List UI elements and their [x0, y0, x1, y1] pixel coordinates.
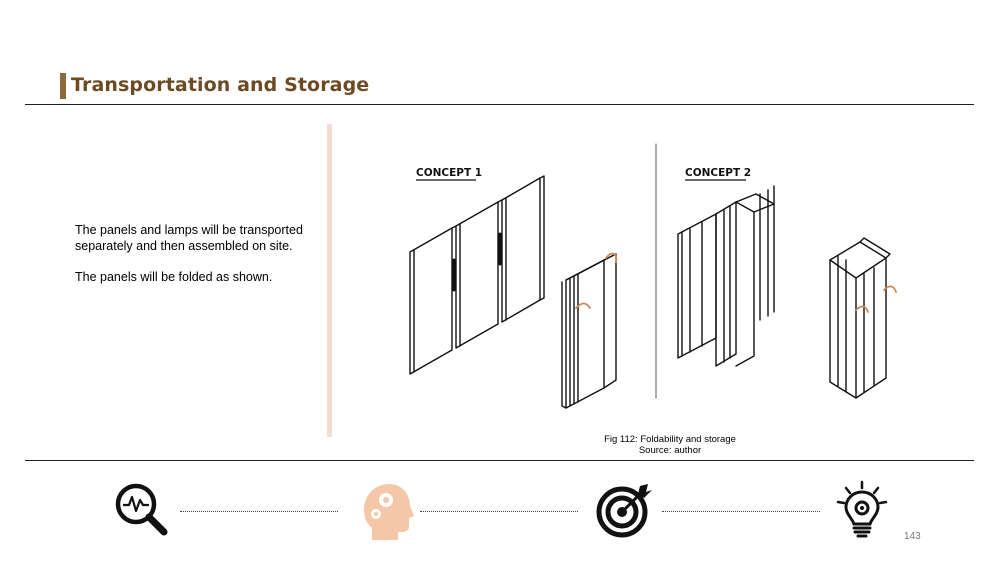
- sketch-drawing: [390, 130, 950, 430]
- concept2-folded-stack: [830, 238, 890, 398]
- vertical-accent-line: [327, 124, 332, 437]
- magnifier-chart-icon: [112, 480, 172, 540]
- head-gears-icon: [356, 480, 416, 540]
- concept1-folded-stack: [562, 254, 616, 408]
- figure-caption: [560, 434, 780, 456]
- top-divider: [25, 104, 974, 105]
- body-text: [75, 222, 315, 300]
- step-connector-3: [662, 511, 820, 512]
- concept1-panels: [410, 176, 544, 374]
- concept2-panels: [678, 186, 774, 366]
- bottom-divider: [25, 460, 974, 461]
- step-connector-2: [420, 511, 578, 512]
- caption-line-2: Source: author: [638, 445, 702, 456]
- concept1-label: CONCEPT 1: [416, 167, 483, 179]
- process-steps: [0, 470, 1000, 550]
- caption-line-1: Fig 112: Foldability and storage: [604, 434, 736, 445]
- step-connector-1: [180, 511, 338, 512]
- body-paragraph-1: The panels and lamps will be transported separately and then assembled on site.: [75, 223, 303, 253]
- target-icon: [596, 480, 656, 540]
- body-paragraph-2: The panels will be folded as shown.: [75, 270, 273, 284]
- title-accent-bar: [60, 73, 66, 99]
- lightbulb-gear-icon: [832, 480, 892, 540]
- concept2-label: CONCEPT 2: [685, 167, 752, 179]
- page-number: 143: [904, 531, 921, 542]
- page-title: Transportation and Storage: [71, 74, 370, 96]
- sketch-figure: [390, 130, 950, 430]
